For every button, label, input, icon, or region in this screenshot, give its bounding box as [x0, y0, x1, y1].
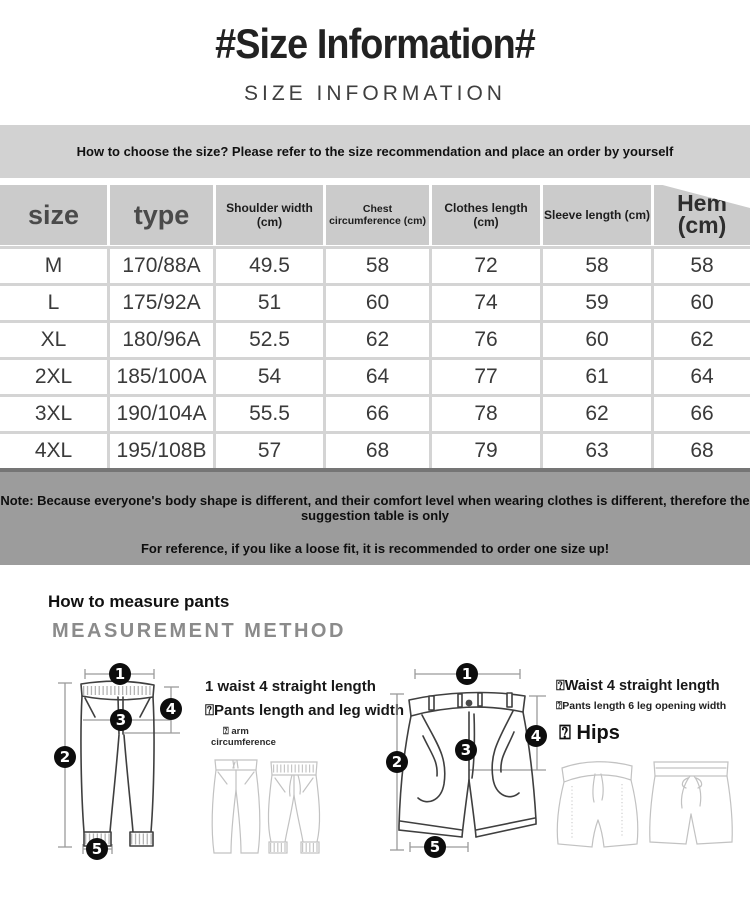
- drawstring-shorts-thumbnail: [650, 762, 733, 844]
- badge-3: [110, 709, 132, 731]
- table-cell: 58: [326, 249, 429, 283]
- table-cell: 57: [216, 434, 323, 468]
- size-table-body: [0, 246, 750, 471]
- table-cell: L: [0, 286, 107, 320]
- table-cell: 51: [216, 286, 323, 320]
- table-cell: 49.5: [216, 249, 323, 283]
- table-cell: 64: [326, 360, 429, 394]
- table-cell: 175/92A: [110, 286, 213, 320]
- table-cell: 61: [543, 360, 651, 394]
- pants-measure-labels: [205, 678, 405, 748]
- table-cell: XL: [0, 323, 107, 357]
- size-help-banner: [0, 125, 750, 178]
- measure-heading: How to measure pants: [48, 592, 230, 611]
- svg-text:4: 4: [165, 700, 177, 718]
- size-table-header: [0, 185, 750, 245]
- table-cell: 52.5: [216, 323, 323, 357]
- badge-2: [386, 751, 408, 773]
- table-cell: 4XL: [0, 434, 107, 468]
- badge-4: [525, 725, 547, 747]
- table-cell: 68: [654, 434, 750, 468]
- badge-1: [456, 663, 478, 685]
- note-line-2: For reference, if you like a loose fit, it is recommended to order one size up!: [140, 541, 610, 556]
- column-header-clothes: Clothes length (cm): [432, 185, 540, 245]
- note-line-1: Note: Because everyone's body shape is different, and their comfort level when wearing clothes is different, therefore the suggestion table is only: [0, 493, 750, 523]
- table-cell: 54: [216, 360, 323, 394]
- svg-text:2: 2: [391, 753, 403, 771]
- table-cell: 55.5: [216, 397, 323, 431]
- table-cell: 3XL: [0, 397, 107, 431]
- label-circumference: circumference: [211, 737, 276, 748]
- badge-5: [86, 838, 108, 860]
- table-cell: 195/108B: [110, 434, 213, 468]
- table-cell: 58: [654, 249, 750, 283]
- shorts-thumbnails: [552, 748, 742, 866]
- table-cell: 76: [432, 323, 540, 357]
- svg-text:5: 5: [91, 840, 103, 858]
- table-cell: 77: [432, 360, 540, 394]
- shorts-measure-labels: [556, 678, 746, 745]
- table-cell: M: [0, 249, 107, 283]
- corner-cut-decoration: [655, 183, 750, 208]
- page-subtitle: SIZE INFORMATION: [244, 82, 506, 105]
- svg-text:4: 4: [530, 727, 542, 745]
- table-cell: 66: [654, 397, 750, 431]
- svg-text:1: 1: [461, 665, 473, 683]
- pants-thumbnails: [205, 750, 345, 865]
- label-waist-straight-length: ⍰Waist 4 straight length: [556, 678, 720, 694]
- note-box: [0, 468, 750, 565]
- page-title: #Size Information#: [215, 20, 535, 67]
- badge-2: [54, 746, 76, 768]
- label-waist-length: 1 waist 4 straight length: [205, 678, 376, 695]
- table-cell: 79: [432, 434, 540, 468]
- label-pants-leg-width: ⍰Pants length and leg width: [205, 702, 405, 719]
- pants-outline: [81, 681, 154, 846]
- measure-subheading: MEASUREMENT METHOD: [52, 620, 346, 642]
- badge-1: [109, 663, 131, 685]
- label-arm: ⍰ arm: [223, 726, 249, 737]
- column-header-hem: Hem (cm): [654, 185, 750, 245]
- column-header-size: size: [0, 185, 107, 245]
- table-cell: 66: [326, 397, 429, 431]
- boardshorts-thumbnail: [557, 762, 638, 847]
- jeans-thumbnail: [212, 760, 259, 853]
- table-cell: 2XL: [0, 360, 107, 394]
- table-cell: 62: [654, 323, 750, 357]
- svg-text:3: 3: [115, 711, 127, 729]
- column-header-shoulder: Shoulder width (cm): [216, 185, 323, 245]
- svg-text:3: 3: [460, 741, 472, 759]
- svg-text:1: 1: [114, 665, 126, 683]
- table-cell: 62: [326, 323, 429, 357]
- jogger-thumbnail: [268, 762, 319, 853]
- table-cell: 72: [432, 249, 540, 283]
- svg-text:5: 5: [429, 838, 441, 856]
- table-cell: 185/100A: [110, 360, 213, 394]
- table-cell: 59: [543, 286, 651, 320]
- svg-text:2: 2: [59, 748, 71, 766]
- table-cell: 63: [543, 434, 651, 468]
- column-header-sleeve: Sleeve length (cm): [543, 185, 651, 245]
- table-cell: 62: [543, 397, 651, 431]
- badge-5: [424, 836, 446, 858]
- table-cell: 170/88A: [110, 249, 213, 283]
- column-header-chest: Chest circumference (cm): [326, 185, 429, 245]
- label-pants-leg-opening: ⍰Pants length 6 leg opening width: [556, 700, 727, 712]
- pants-measure-diagram: [40, 663, 212, 870]
- table-cell: 60: [543, 323, 651, 357]
- table-cell: 190/104A: [110, 397, 213, 431]
- table-cell: 180/96A: [110, 323, 213, 357]
- shorts-outline: [399, 693, 536, 837]
- table-cell: 58: [543, 249, 651, 283]
- table-cell: 78: [432, 397, 540, 431]
- shorts-measure-diagram: [385, 660, 557, 872]
- table-cell: 60: [326, 286, 429, 320]
- column-header-type: type: [110, 185, 213, 245]
- table-cell: 68: [326, 434, 429, 468]
- table-cell: 60: [654, 286, 750, 320]
- table-cell: 74: [432, 286, 540, 320]
- badge-4: [160, 698, 182, 720]
- table-cell: 64: [654, 360, 750, 394]
- banner-text: How to choose the size? Please refer to the size recommendation and place an order by yourself: [76, 144, 674, 159]
- badge-3: [455, 739, 477, 761]
- label-hips: ⍰ Hips: [559, 722, 620, 744]
